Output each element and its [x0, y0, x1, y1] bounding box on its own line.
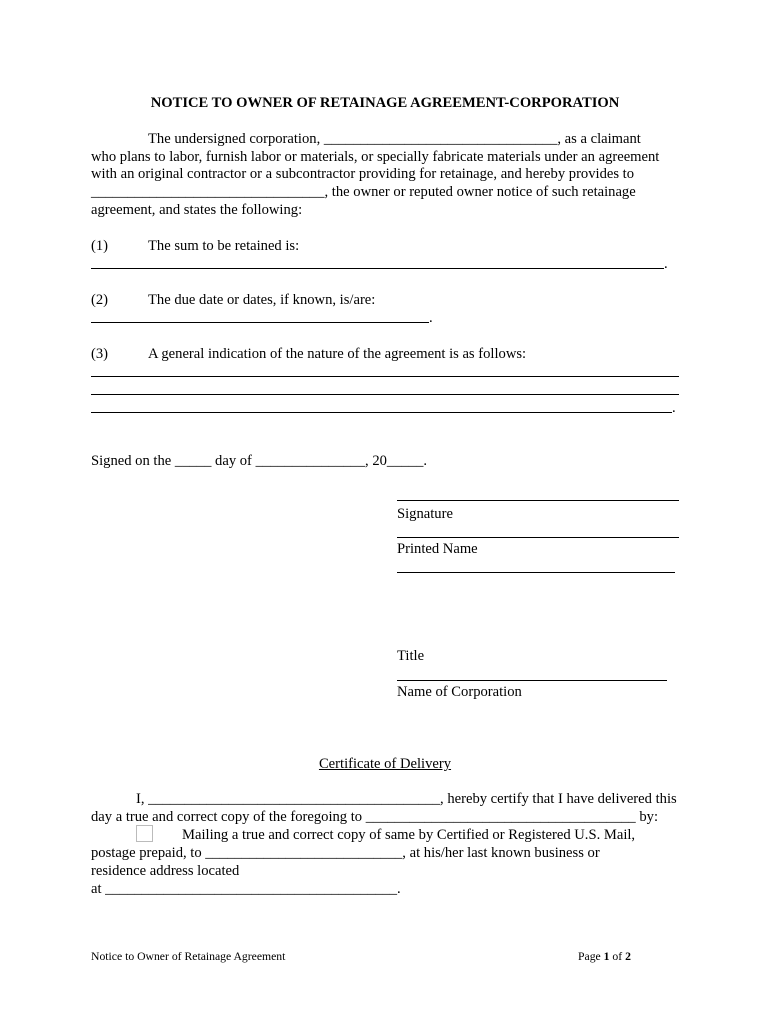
signature-label: Signature [397, 506, 453, 522]
footer-document-name: Notice to Owner of Retainage Agreement [91, 950, 286, 963]
item-3-period: . [672, 400, 676, 416]
extra-signature-line [397, 572, 675, 573]
title-label: Title [397, 648, 425, 664]
corporation-name-label: Name of Corporation [397, 684, 522, 700]
signed-on-line: Signed on the _____ day of _______________, 20_____. [91, 453, 428, 469]
intro-line-2: who plans to labor, furnish labor or materials, or specially fabricate materials under an agreement [91, 149, 660, 165]
certificate-line-1: I, ________________________________________, hereby certify that I have delivered this [136, 791, 677, 807]
item-3-answer-line-1 [91, 376, 679, 377]
signature-line [397, 500, 679, 501]
item-2-answer-line [91, 322, 429, 323]
footer-total-pages: 2 [625, 950, 631, 963]
certificate-line-2: day a true and correct copy of the foregoing to _____________________________________ by: [91, 809, 659, 825]
item-3-answer-line-3 [91, 412, 672, 413]
printed-name-line [397, 537, 679, 538]
intro-line-3: with an original contractor or a subcontractor providing for retainage, and hereby provides to [91, 166, 635, 182]
corporation-name-line [397, 680, 667, 681]
certificate-line-6: at ________________________________________. [91, 881, 401, 897]
footer-page-word: Page [578, 950, 601, 963]
item-3-text: A general indication of the nature of the agreement is as follows: [148, 346, 527, 362]
certificate-line-4: postage prepaid, to ___________________________, at his/her last known business or [91, 845, 600, 861]
certificate-heading: Certificate of Delivery [318, 756, 452, 772]
document-title: NOTICE TO OWNER OF RETAINAGE AGREEMENT-CORPORATION [150, 95, 620, 111]
item-1-period: . [664, 256, 668, 272]
certificate-line-5: residence address located [91, 863, 240, 879]
intro-line-1: The undersigned corporation, ________________________________, as a claimant [148, 131, 641, 147]
certificate-line-3: Mailing a true and correct copy of same by Certified or Registered U.S. Mail, [182, 827, 636, 843]
item-2-number: (2) [91, 292, 109, 308]
item-3-answer-line-2 [91, 394, 679, 395]
footer-of-word: of [612, 950, 623, 963]
intro-line-5: agreement, and states the following: [91, 202, 303, 218]
printed-name-label: Printed Name [397, 541, 478, 557]
item-1-answer-line [91, 268, 664, 269]
footer-current-page: 1 [603, 950, 610, 963]
item-2-text: The due date or dates, if known, is/are: [148, 292, 376, 308]
item-2-period: . [429, 310, 433, 326]
footer-page-number [578, 948, 631, 966]
item-1-number: (1) [91, 238, 109, 254]
item-1-text: The sum to be retained is: [148, 238, 300, 254]
intro-line-4: ________________________________, the owner or reputed owner notice of such retainage [91, 184, 636, 200]
mailing-checkbox[interactable] [136, 825, 153, 842]
item-3-number: (3) [91, 346, 109, 362]
